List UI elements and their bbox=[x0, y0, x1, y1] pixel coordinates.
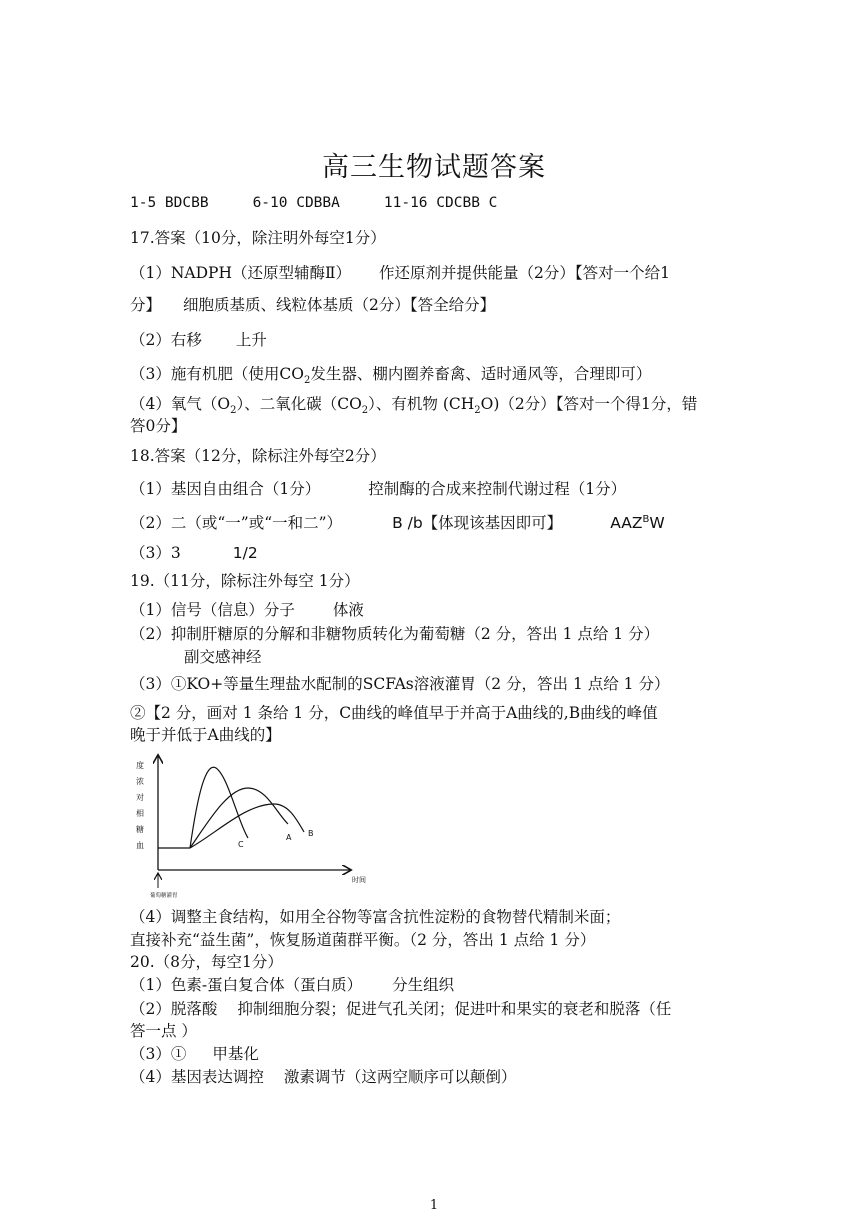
choice-group-3: 11-16 CDCBB C bbox=[383, 195, 498, 211]
q19-line-2-cont: 副交感神经 bbox=[184, 648, 262, 666]
q19-line-4: ②【2 分，画对 1 条给 1 分，C曲线的峰值早于并高于A曲线的,B曲线的峰值 bbox=[130, 704, 658, 722]
q18-line-2: （2）二（或“一”或“一和二”） B /b【体现该基因即可】 $AAZ^BW$ bbox=[130, 514, 665, 533]
q19-line-5: 晚于并低于A曲线的】 bbox=[130, 726, 281, 744]
q17-line-4: （4）氧气$(O_2)$、二氧化碳$(CO_2)$、有机物 $(CH_2O)(2$分）【答对一个得1分，错 bbox=[130, 395, 698, 417]
y-label-char-5: 糖 bbox=[136, 825, 144, 834]
y-label-char-3: 对 bbox=[136, 793, 144, 802]
q19-line-3: （3）①KO+等量生理盐水配制的SCFAs溶液灌胃（2 分，答出 1 点给 1 分） bbox=[130, 675, 670, 693]
y-label-char-6: 血 bbox=[136, 841, 144, 850]
curve-a-label: A bbox=[286, 833, 292, 842]
curve-b-label: B bbox=[308, 829, 314, 838]
page-number: 1 bbox=[429, 1198, 439, 1213]
q20-line-2: （2）脱落酸 抑制细胞分裂；促进气孔关闭；促进叶和果实的衰老和脱落（任 bbox=[130, 1000, 672, 1018]
q17-header: 17.答案（10分，除注明外每空1分） bbox=[130, 229, 386, 247]
q17-line-1: （1）NADPH（还原型辅酶Ⅱ） 作还原剂并提供能量（2分）【答对一个给1 bbox=[130, 264, 671, 282]
curve-c-label: C bbox=[238, 840, 244, 849]
q19-line-2: （2）抑制肝糖原的分解和非糖物质转化为葡萄糖（2 分，答出 1 点给 1 分） bbox=[130, 625, 660, 643]
q19-line-1: （1）信号（信息）分子 体液 bbox=[130, 601, 364, 619]
start-label: 葡萄糖灌胃 bbox=[150, 893, 178, 899]
q19-header: 19.（11分，除标注外每空 1分） bbox=[130, 572, 360, 590]
choice-group-2: 6-10 CDBBA bbox=[252, 195, 340, 211]
q17-line-4-cont: 答0分】 bbox=[130, 417, 187, 435]
choice-answers bbox=[130, 192, 497, 214]
q17-line-3: （3）施有机肥（使用$CO_2$发生器、棚内圈养畜禽、适时通风等，合理即可） bbox=[130, 365, 652, 387]
q19-line-7: 直接补充“益生菌”，恢复肠道菌群平衡。（2 分，答出 1 点给 1 分） bbox=[130, 931, 596, 949]
q20-line-1: （1）色素-蛋白复合体（蛋白质） 分生组织 bbox=[130, 976, 455, 994]
q17-line-2: （2）右移 上升 bbox=[130, 331, 267, 349]
q20-line-3: （3）① 甲基化 bbox=[130, 1045, 259, 1063]
q20-line-4: （4）基因表达调控 激素调节（这两空顺序可以颠倒） bbox=[130, 1068, 517, 1086]
q17-line-1-cont: 分】 细胞质基质、线粒体基质（2分）【答全给分】 bbox=[130, 296, 496, 314]
page-title: 高三生物试题答案 bbox=[322, 152, 546, 183]
x-axis-label: 时间 bbox=[352, 876, 366, 884]
q20-header: 20.（8分，每空1分） bbox=[130, 953, 283, 971]
q18-line-1: （1）基因自由组合（1分） 控制酶的合成来控制代谢过程（1分） bbox=[130, 480, 627, 498]
graph-y-label bbox=[136, 760, 144, 850]
y-label-char-1: 度 bbox=[136, 761, 144, 770]
y-label-char-4: 相 bbox=[136, 809, 144, 818]
y-label-char-2: 浓 bbox=[136, 777, 144, 786]
blood-glucose-graph bbox=[128, 752, 366, 900]
q18-header: 18.答案（12分，除标注外每空2分） bbox=[130, 447, 386, 465]
q19-line-6: （4）调整主食结构，如用全谷物等富含抗性淀粉的食物替代精制米面； bbox=[130, 908, 621, 926]
q20-line-2-cont: 答一点 ） bbox=[130, 1022, 197, 1040]
choice-group-1: 1-5 BDCBB bbox=[130, 195, 209, 211]
q18-line-3: （3）3 1/2 bbox=[130, 544, 258, 562]
